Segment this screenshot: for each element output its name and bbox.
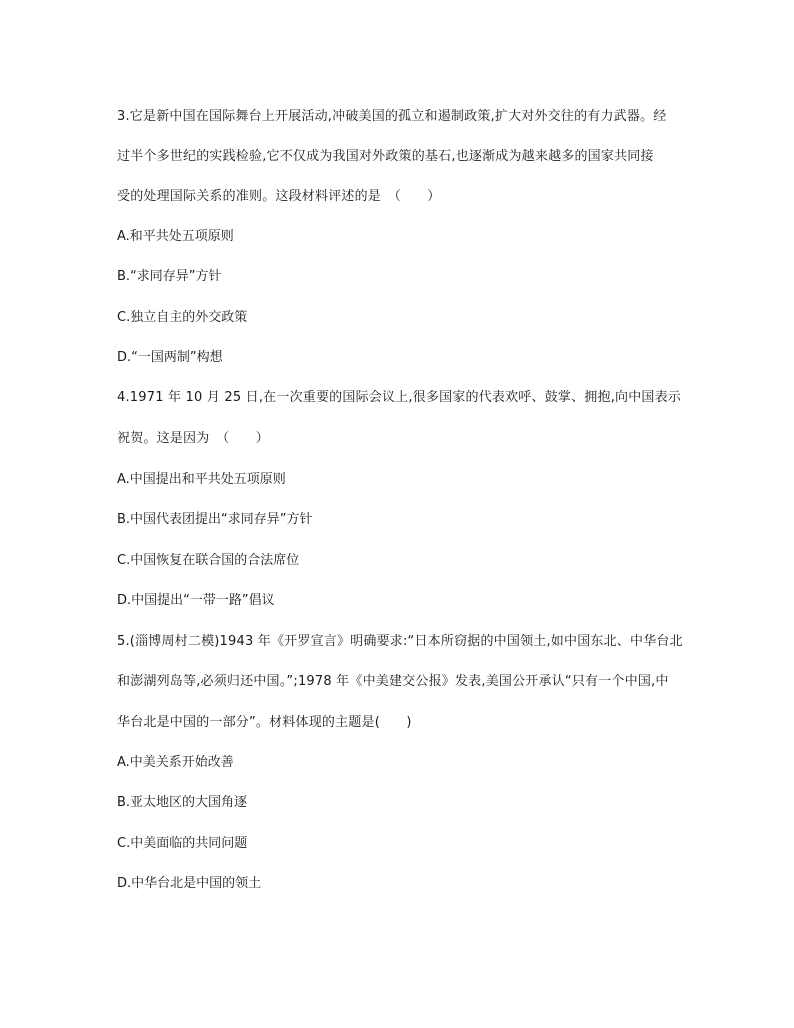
question-4-option-b: B.中国代表团提出“求同存异”方针 (117, 512, 313, 527)
question-5-stem-line-3: 华台北是中国的一部分”。材料体现的主题是( ) (117, 715, 412, 730)
question-5-option-a: A.中美关系开始改善 (117, 755, 234, 770)
question-4-option-d: D.中国提出“一带一路”倡议 (117, 593, 275, 608)
question-3-option-a: A.和平共处五项原则 (117, 229, 234, 244)
question-3-option-d: D.“一国两制”构想 (117, 350, 223, 365)
question-5-option-c: C.中美面临的共同问题 (117, 836, 248, 851)
question-3-option-b: B.“求同存异”方针 (117, 269, 222, 284)
question-5-stem-line-2: 和澎湖列岛等,必须归还中国。”;1978 年《中美建交公报》发表,美国公开承认“只有一个中国,中 (117, 674, 669, 689)
question-4-option-a: A.中国提出和平共处五项原则 (117, 472, 286, 487)
question-3-stem-line-2: 过半个多世纪的实践检验,它不仅成为我国对外政策的基石,也逐渐成为越来越多的国家共同接 (117, 149, 654, 164)
question-3-stem-line-1: 3.它是新中国在国际舞台上开展活动,冲破美国的孤立和遏制政策,扩大对外交往的有力武器。经 (117, 109, 667, 124)
question-5-option-d: D.中华台北是中国的领土 (117, 876, 262, 891)
question-4-stem-line-1: 4.1971 年 10 月 25 日,在一次重要的国际会议上,很多国家的代表欢呼、鼓掌、拥抱,向中国表示 (117, 390, 682, 405)
question-5-stem-line-1: 5.(淄博周村二模)1943 年《开罗宣言》明确要求:“日本所窃据的中国领土,如中国东北、中华台北 (117, 634, 683, 649)
question-3-stem-line-3: 受的处理国际关系的准则。这段材料评述的是 （ ） (117, 189, 441, 204)
question-4-option-c: C.中国恢复在联合国的合法席位 (117, 553, 300, 568)
question-4-stem-line-2: 祝贺。这是因为 （ ） (117, 431, 269, 446)
question-3-option-c: C.独立自主的外交政策 (117, 310, 248, 325)
question-5-option-b: B.亚太地区的大国角逐 (117, 795, 248, 810)
